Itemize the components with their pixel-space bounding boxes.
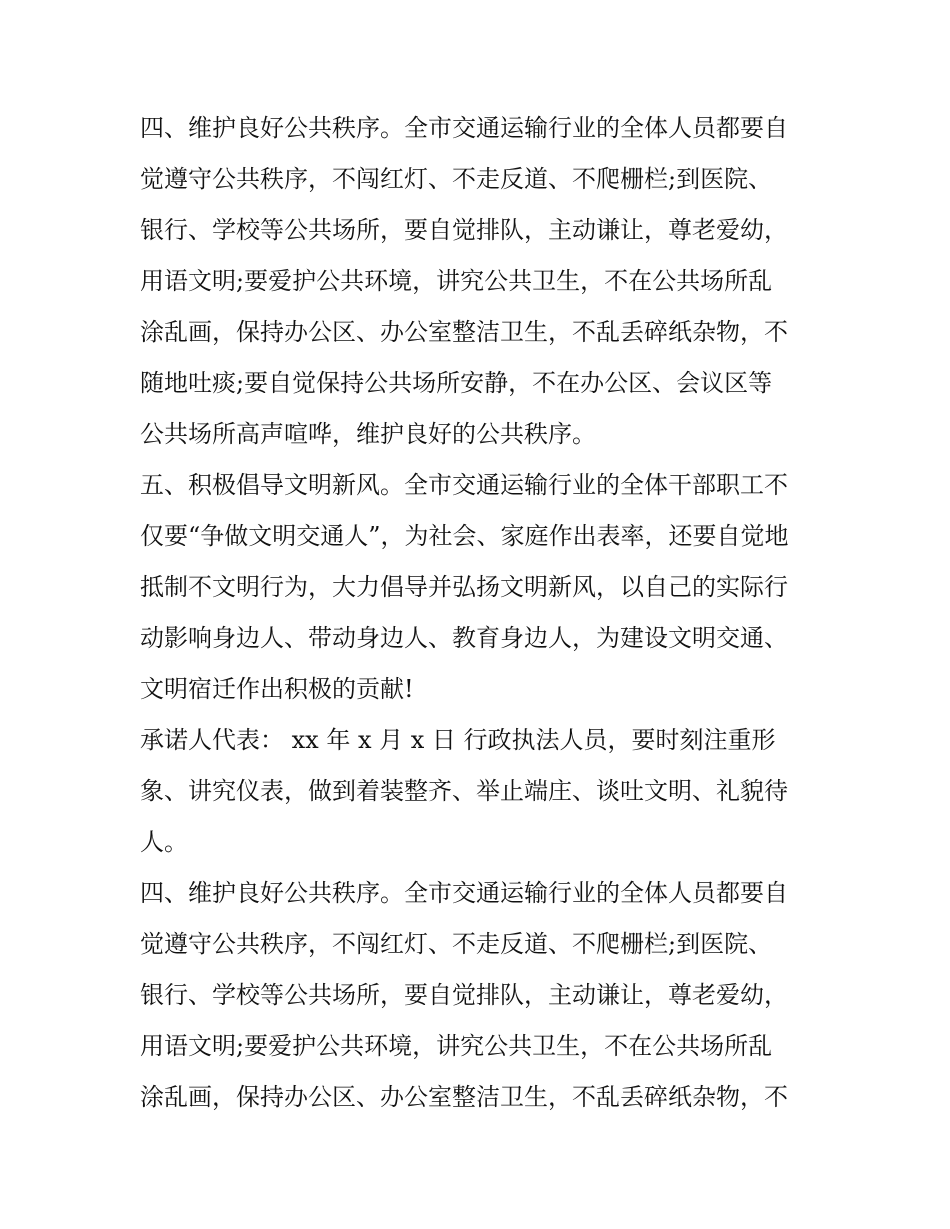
text-line-10: 抵制不文明行为，大力倡导并弘扬文明新风，以自己的实际行 — [140, 573, 788, 601]
text-line-04: 用语文明;要爱护公共环境，讲究公共卫生，不在公共场所乱 — [140, 267, 773, 295]
text-line-05: 涂乱画，保持办公区、办公室整洁卫生，不乱丢碎纸杂物，不 — [140, 318, 788, 346]
text-line-08: 五、积极倡导文明新风。全市交通运输行业的全体干部职工不 — [140, 471, 788, 499]
text-line-16: 四、维护良好公共秩序。全市交通运输行业的全体人员都要自 — [140, 879, 788, 907]
text-line-02: 觉遵守公共秩序，不闯红灯、不走反道、不爬栅栏;到医院、 — [140, 165, 773, 193]
document-body — [140, 103, 830, 1123]
text-line-11: 动影响身边人、带动身边人、教育身边人，为建设文明交通、 — [140, 624, 788, 652]
text-line-17: 觉遵守公共秩序，不闯红灯、不走反道、不爬栅栏;到医院、 — [140, 930, 773, 958]
text-line-18: 银行、学校等公共场所，要自觉排队，主动谦让，尊老爱幼， — [140, 981, 788, 1009]
text-line-14: 象、讲究仪表，做到着装整齐、举止端庄、谈吐文明、礼貌待 — [140, 777, 788, 805]
text-line-01: 四、维护良好公共秩序。全市交通运输行业的全体人员都要自 — [140, 114, 788, 142]
text-line-20: 涂乱画，保持办公区、办公室整洁卫生，不乱丢碎纸杂物，不 — [140, 1083, 788, 1111]
text-line-19: 用语文明;要爱护公共环境，讲究公共卫生，不在公共场所乱 — [140, 1032, 773, 1060]
text-line-06: 随地吐痰;要自觉保持公共场所安静，不在办公区、会议区等 — [140, 369, 773, 397]
text-line-09: 仅要“争做文明交通人”，为社会、家庭作出表率，还要自觉地 — [140, 522, 789, 550]
text-line-03: 银行、学校等公共场所，要自觉排队，主动谦让，尊老爱幼， — [140, 216, 788, 244]
text-line-12: 文明宿迁作出积极的贡献! — [140, 675, 414, 703]
text-line-13: 承诺人代表： xx 年 x 月 x 日 行政执法人员，要时刻注重形 — [140, 726, 776, 754]
text-line-15: 人。 — [140, 828, 188, 856]
text-line-07: 公共场所高声喧哗，维护良好的公共秩序。 — [140, 420, 596, 448]
